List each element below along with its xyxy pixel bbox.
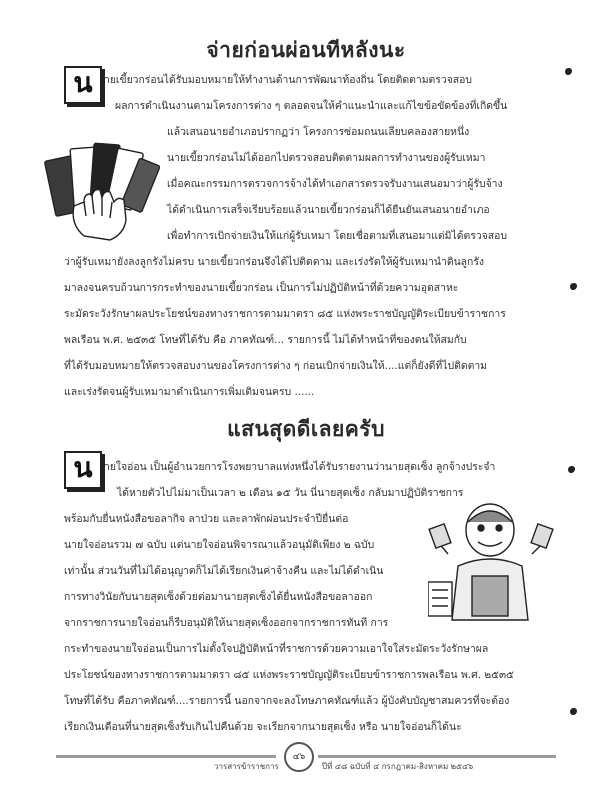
section2-dropcap: น [64,451,102,489]
section1-line: นายเขี้ยวกร่อนไม่ได้ออกไปตรวจสอบติดตามผลการทำงานของผู้รับเหมา [167,152,486,164]
section1-line: ายเขี้ยวกร่อนได้รับมอบหมายให้ทำงานด้านการพัฒนาท้องถิ่น โดยติดตามตรวจสอบ [104,74,472,86]
section1-line: และเร่งรัดจนผู้รับเหมามาดำเนินการเพิ่มเติมจนครบ ...... [64,386,315,398]
section2-line: โทษที่ได้รับ คือภาคทัณฑ์....รายการนี้ นอกจากจะลงโทษภาคทัณฑ์แล้ว ผู้บังคับบัญชาสมควรที่จะต้อง [64,695,510,707]
section2-line: ายใจอ่อน เป็นผู้อำนวยการโรงพยาบาลแห่งหนึ่งได้รับรายงานว่านายสุดเซ็ง ลูกจ้างประจำ [104,461,496,473]
section1-dropcap: น [64,66,102,104]
section1-line: ผลการดำเนินงานตามโครงการต่าง ๆ ตลอดจนให้คำแนะนำและแก้ไขข้อขัดข้องที่เกิดขึ้น [115,100,508,112]
decorative-blot [570,708,577,715]
section1-line: พลเรือน พ.ศ. ๒๕๓๕ โทษที่ได้รับ คือ ภาคทัณฑ์... รายการนี้ ไม่ได้ทำหน้าที่ของตนให้สมกับ [64,334,467,346]
decorative-blot [565,68,572,75]
section2-line: พร้อมกับยื่นหนังสือขอลากิจ ลาป่วย และลาพักผ่อนประจำปียื่นต่อ [64,513,349,525]
section2-line: นายใจอ่อนรวม ๗ ฉบับ แต่นายใจอ่อนพิจารณาแล้วอนุมัติเพียง ๒ ฉบับ [64,539,375,551]
section1-line: ระมัดระวังรักษาผลประโยชน์ของทางราชการตามมาตรา ๘๕ แห่งพระราชบัญญัติระเบียบข้าราชการ [64,308,506,320]
section2-line: ประโยชน์ของทางราชการตามมาตรา ๘๕ แห่งพระราชบัญญัติระเบียบข้าราชการพลเรือน พ.ศ. ๒๕๓๕ [64,669,514,681]
section2-line: การทางวินัยกับนายสุดเซ็งด้วยต่อมานายสุดเซ็งได้ยื่นหนังสือขอลาออก [64,591,373,603]
section2-title: แสนสุดดีเลยครับ [227,417,385,441]
footer-journal-name: วารสารข้าราชการ [214,762,279,771]
footer-rule-right [318,755,556,758]
section2-line: จากราชการนายใจอ่อนก็รีบอนุมัติให้นายสุดเซ็งออกจากราชการทันที การ [64,617,389,629]
section1-line: เมื่อคณะกรรมการตรวจการจ้างได้ทำเอกสารตรวจรับงานเสนอมาว่าผู้รับจ้าง [167,178,503,190]
section1-line: มาลงจนครบถ้วนการกระทำของนายเขี้ยวกร่อน เป็นการไม่ปฏิบัติหน้าที่ด้วยความอุตสาหะ [64,282,459,294]
man-with-papers-illustration [428,496,554,628]
section1-title: จ่ายก่อนผ่อนทีหลังนะ [206,38,406,62]
page-number-seal: ๔๖ [284,742,314,772]
section2-line: ได้หายตัวไปไม่มาเป็นเวลา ๒ เดือน ๑๕ วัน นี่นายสุดเซ็ง กลับมาปฏิบัติราชการ [117,487,464,499]
section2-line: กระทำของนายใจอ่อนเป็นการไม่ตั้งใจปฏิบัติหน้าที่ราชการด้วยความเอาใจใส่ระมัดระวังรักษาผล [64,643,489,655]
section1-line: ที่ได้รับมอบหมายให้ตรวจสอบงานของโครงการต่าง ๆ ก่อนเบิกจ่ายเงินให้....แต่ก็ยังดีที่ไปติดตาม [64,360,488,372]
section2-line: เท่านั้น ส่วนวันที่ไม่ได้อนุญาตก็ไม่ได้เรียกเงินค่าจ้างคืน และไม่ได้ดำเนิน [64,565,384,577]
section1-line: แล้วเสนอนายอำเภอปรากฏว่า โครงการซ่อมถนนเลียบคลองสายหนึ่ง [167,126,470,138]
section1-line: เพื่อทำการเบิกจ่ายเงินให้แก่ผู้รับเหมา โดยเชื่อตามที่เสนอมาแต่มิได้ตรวจสอบ [167,230,507,242]
hand-with-documents-illustration [44,136,160,248]
decorative-blot [568,466,575,473]
footer-rule-left [56,755,276,758]
section1-line: ว่าผู้รับเหมายังลงลูกรังไม่ครบ นายเขี้ยวกร่อนจึงได้ไปติดตาม และเร่งรัดให้ผู้รับเหมานำดินลูกรัง [64,256,484,268]
section1-line: ได้ดำเนินการเสร็จเรียบร้อยแล้วนายเขี้ยวกร่อนก็ได้ยืนยันเสนอนายอำเภอ [167,204,490,216]
section2-line: เรียกเงินเดือนที่นายสุดเซ็งรับเกินไปคืนด้วย จะเรียกจากนายสุดเซ็ง หรือ นายใจอ่อนก็ได้นะ [64,721,462,733]
footer-issue-info: ปีที่ ๔๘ ฉบับที่ ๔ กรกฎาคม-สิงหาคม ๒๕๔๖ [322,762,474,771]
decorative-blot [570,283,577,290]
